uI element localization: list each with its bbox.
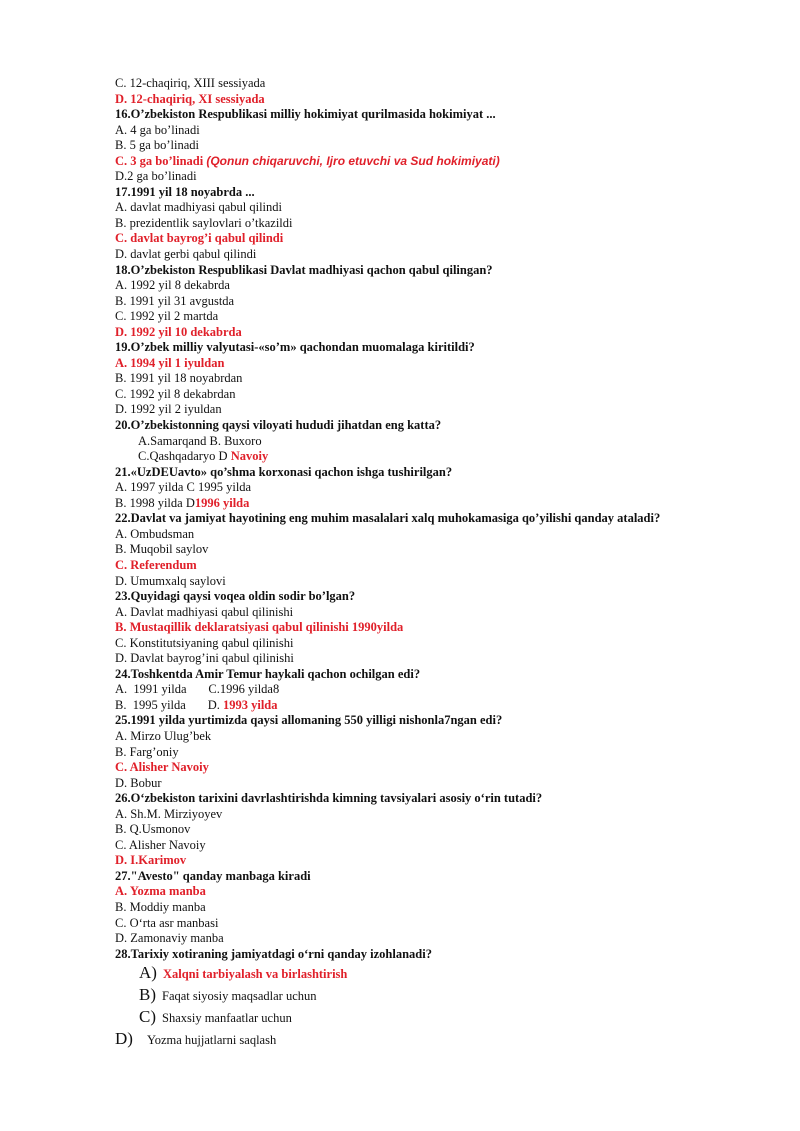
option-line: B. Farg’oniy <box>115 744 179 759</box>
correct-answer: B. Mustaqillik deklaratsiyasi qabul qilinishi 1990yilda <box>115 620 404 635</box>
option-line: B. 1991 yil 31 avgustda <box>115 293 235 308</box>
question-27: 27."Avesto" qanday manbaga kiradi <box>115 868 311 883</box>
option-line: D.2 ga bo’linadi <box>115 169 197 184</box>
option-line: D. Zamonaviy manba <box>115 931 224 946</box>
option-line: B. Moddiy manba <box>115 899 206 914</box>
option-line <box>115 1028 775 1050</box>
correct-answer: A. 1994 yil 1 iyuldan <box>115 355 225 370</box>
correct-answer: 1996 yilda <box>194 495 250 510</box>
option-line: D. Bobur <box>115 775 162 790</box>
option-line: A. davlat madhiyasi qabul qilindi <box>115 200 282 215</box>
correct-answer: D. 1992 yil 10 dekabrda <box>115 324 242 339</box>
correct-answer: Navoiy <box>230 449 269 464</box>
option-text: B. 1998 yilda D <box>115 495 195 510</box>
option-letter: A) <box>139 963 157 983</box>
question-16: 16.O’zbekiston Respublikasi milliy hokimiyat qurilmasida hokimiyat ... <box>115 107 496 122</box>
option-line: C. 1992 yil 8 dekabrdan <box>115 386 236 401</box>
question-22: 22.Davlat va jamiyat hayotining eng muhim masalalari xalq muhokamasiga qo’yilishi qanday ataladi? <box>115 511 661 526</box>
option-text: Faqat siyosiy maqsadlar uchun <box>162 989 317 1004</box>
option-line <box>115 449 775 465</box>
correct-answer: C. Referendum <box>115 557 197 572</box>
option-line: A. 1997 yilda C 1995 yilda <box>115 480 252 495</box>
option-line <box>115 962 775 984</box>
document-page <box>115 76 775 1050</box>
option-line: D. Davlat bayrog’ini qabul qilinishi <box>115 651 294 666</box>
option-line: A.Samarqand B. Buxoro <box>138 433 262 448</box>
correct-answer: C. davlat bayrog’i qabul qilindi <box>115 231 284 246</box>
question-21: 21.«UzDEUavto» qo’shma korxonasi qachon ishga tushirilgan? <box>115 464 453 479</box>
option-line: B. 5 ga bo’linadi <box>115 138 200 153</box>
correct-answer: D. 12-chaqiriq, XI sessiyada <box>115 91 265 106</box>
option-text: C.Qashqadaryo D <box>138 449 231 464</box>
option-line: C. 1992 yil 2 martda <box>115 309 219 324</box>
option-line <box>115 1006 775 1028</box>
option-text: B. 1995 yilda D. <box>115 697 223 712</box>
correct-answer-line <box>115 154 775 170</box>
option-line: A. Mirzo Ulug’bek <box>115 728 212 743</box>
option-letter: D) <box>115 1029 133 1049</box>
option-line: A. Sh.M. Mirziyoyev <box>115 806 223 821</box>
option-line: C. 12-chaqiriq, XIII sessiyada <box>115 76 266 90</box>
option-line: A. 1991 yilda C.1996 yilda8 <box>115 682 280 697</box>
option-line: A. 4 ga bo’linadi <box>115 122 200 137</box>
question-23: 23.Quyidagi qaysi voqea oldin sodir bo’lgan? <box>115 589 356 604</box>
correct-answer: Xalqni tarbiyalash va birlashtirish <box>162 967 348 982</box>
answer-note: (Qonun chiqaruvchi, Ijro etuvchi va Sud hokimiyati) <box>206 153 500 168</box>
option-line: B. 1991 yil 18 noyabrdan <box>115 371 243 386</box>
option-line: A. Davlat madhiyasi qabul qilinishi <box>115 604 294 619</box>
option-line: A. 1992 yil 8 dekabrda <box>115 278 230 293</box>
option-letter: B) <box>139 985 156 1005</box>
question-24: 24.Toshkentda Amir Temur haykali qachon ochilgan edi? <box>115 666 421 681</box>
option-line: B. Q.Usmonov <box>115 822 191 837</box>
option-line: B. prezidentlik saylovlari o’tkazildi <box>115 215 293 230</box>
question-20: 20.O’zbekistonning qaysi viloyati hududi jihatdan eng katta? <box>115 418 442 433</box>
correct-answer: A. Yozma manba <box>115 884 206 899</box>
question-17: 17.1991 yil 18 noyabrda ... <box>115 184 255 199</box>
option-text: Shaxsiy manfaatlar uchun <box>162 1011 292 1026</box>
option-line: C. Konstitutsiyaning qabul qilinishi <box>115 635 294 650</box>
option-line: D. davlat gerbi qabul qilindi <box>115 247 257 262</box>
correct-answer: C. Alisher Navoiy <box>115 760 209 775</box>
option-line: D. 1992 yil 2 iyuldan <box>115 402 222 417</box>
option-line <box>115 698 775 714</box>
correct-answer: C. 3 ga bo’linadi <box>115 153 207 168</box>
question-25: 25.1991 yilda yurtimizda qaysi allomaning 550 yilligi nishonla7ngan edi? <box>115 713 503 728</box>
question-28: 28.Tarixiy xotiraning jamiyatdagi o‘rni qanday izohlanadi? <box>115 946 432 961</box>
option-line: C. Alisher Navoiy <box>115 837 206 852</box>
option-line: C. O‘rta asr manbasi <box>115 915 219 930</box>
question-19: 19.O’zbek milliy valyutasi-«so’m» qachondan muomalaga kiritildi? <box>115 340 475 355</box>
correct-answer: 1993 yilda <box>222 697 278 712</box>
option-line <box>115 984 775 1006</box>
option-line: A. Ombudsman <box>115 526 195 541</box>
correct-answer: D. I.Karimov <box>115 853 187 868</box>
option-text: Yozma hujjatlarni saqlash <box>146 1033 277 1048</box>
option-line <box>115 496 775 512</box>
option-line: B. Muqobil saylov <box>115 542 209 557</box>
question-26: 26.O‘zbekiston tarixini davrlashtirishda kimning tavsiyalari asosiy o‘rin tutadi? <box>115 791 543 806</box>
option-line: D. Umumxalq saylovi <box>115 573 226 588</box>
option-letter: C) <box>139 1007 156 1027</box>
question-18: 18.O’zbekiston Respublikasi Davlat madhiyasi qachon qabul qilingan? <box>115 262 493 277</box>
